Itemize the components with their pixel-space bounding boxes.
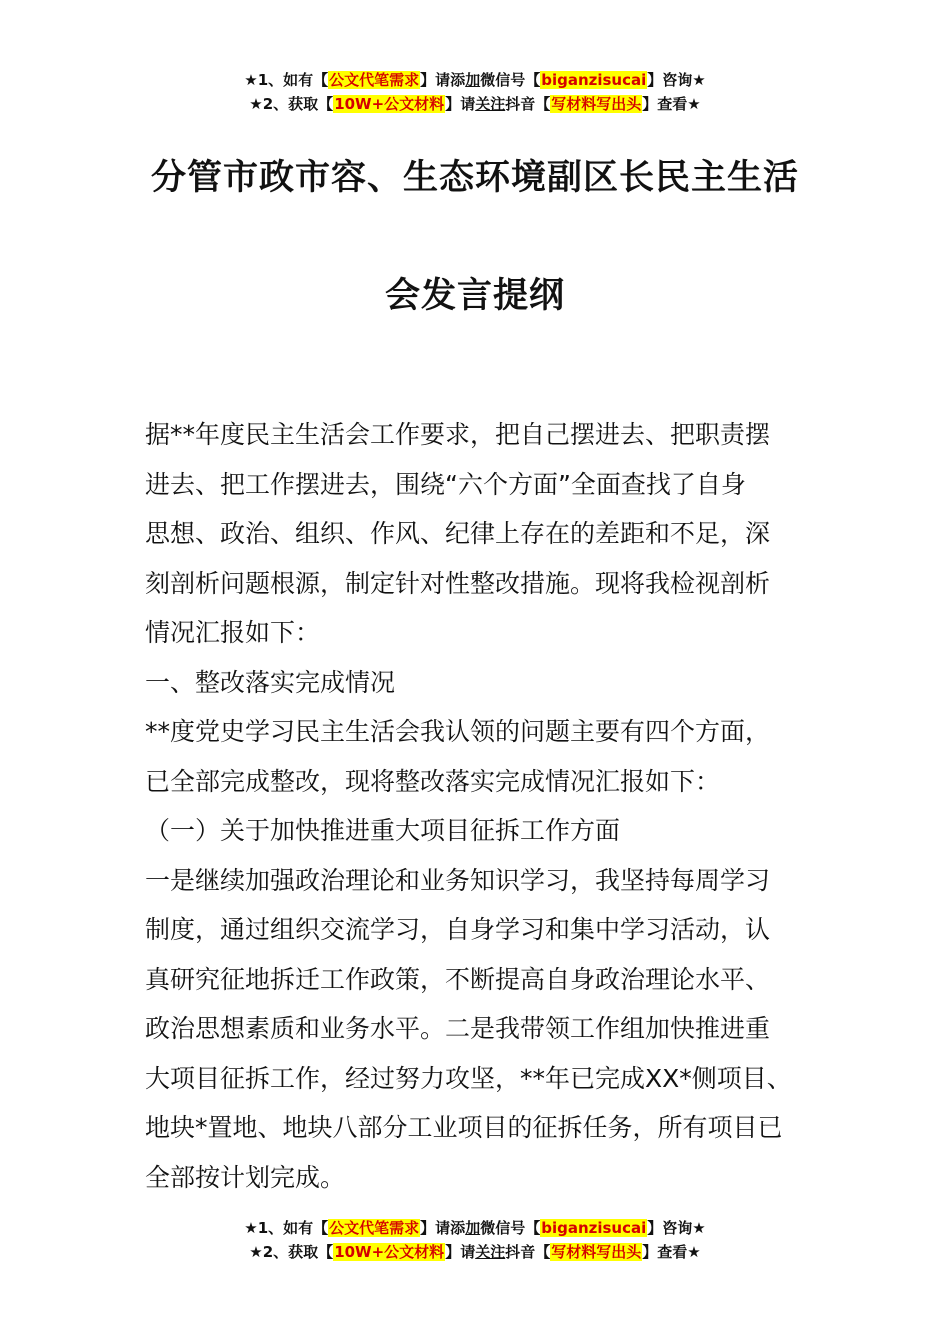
banner-highlight: 公文代笔需求 (329, 71, 420, 89)
body-line: **度党史学习民主生活会我认领的问题主要有四个方面， (145, 717, 771, 746)
document-body (145, 410, 810, 1202)
body-line: 大项目征拆工作，经过努力攻坚，**年已完成XX*侧项目、 (145, 1063, 792, 1093)
banner-line-2 (0, 92, 950, 116)
banner-line-1 (0, 1216, 950, 1240)
banner-text: 】请 (445, 95, 476, 113)
document-title-line-2: 会发言提纲 (384, 276, 565, 316)
banner-highlight: 10W+公文材料 (334, 1243, 445, 1261)
banner-text: 】请添 (420, 1219, 466, 1237)
footer-banner (0, 1216, 950, 1264)
body-line: 真研究征地拆迁工作政策，不断提高自身政治理论水平、 (145, 964, 771, 994)
body-line: 制度，通过组织交流学习，自身学习和集中学习活动，认 (145, 915, 771, 944)
body-line: 情况汇报如下： (145, 618, 321, 647)
banner-underline-text: 关注 (475, 95, 506, 113)
banner-highlight-douyin: 写材料写出头 (551, 95, 642, 113)
body-line: 刻剖析问题根源，制定针对性整改措施。现将我检视剖析 (145, 568, 771, 598)
body-line: 进去、把工作摆进去，围绕“六个方面”全面查找了自身 (145, 469, 746, 499)
banner-text: 微信号【 (480, 1219, 541, 1237)
banner-text: 】查看★ (642, 1243, 701, 1261)
banner-text: ★2、获取【 (249, 1243, 334, 1261)
document-title-line-1: 分管市政市容、生态环境副区长民主生活 (150, 158, 799, 198)
banner-line-2 (0, 1240, 950, 1264)
banner-highlight-wechat: biganzisucai (541, 1219, 647, 1237)
banner-highlight: 10W+公文材料 (334, 95, 445, 113)
body-line: 一是继续加强政治理论和业务知识学习，我坚持每周学习 (145, 865, 771, 895)
banner-line-1 (0, 68, 950, 92)
banner-underline-text: 关注 (475, 1243, 506, 1261)
banner-text: 】咨询★ (647, 1219, 706, 1237)
banner-text: 】咨询★ (647, 71, 706, 89)
banner-text: 】请添 (420, 71, 466, 89)
banner-text: 抖音【 (505, 95, 551, 113)
subsection-heading: （一）关于加快推进重大项目征拆工作方面 (145, 816, 621, 845)
section-heading: 一、整改落实完成情况 (145, 667, 396, 697)
body-line: 据**年度民主生活会工作要求，把自己摆进去、把职责摆 (145, 420, 771, 449)
body-line: 全部按计划完成。 (145, 1162, 346, 1192)
banner-text: ★1、如有【 (244, 1219, 329, 1237)
banner-underline-text: 加 (465, 71, 481, 89)
banner-highlight: 公文代笔需求 (329, 1219, 420, 1237)
banner-underline-text: 加 (465, 1219, 481, 1237)
banner-text: 抖音【 (505, 1243, 551, 1261)
banner-highlight-wechat: biganzisucai (541, 71, 647, 89)
body-line: 地块*置地、地块八部分工业项目的征拆任务，所有项目已 (145, 1113, 783, 1142)
body-line: 政治思想素质和业务水平。二是我带领工作组加快推进重 (145, 1014, 771, 1043)
body-line: 已全部完成整改，现将整改落实完成情况汇报如下： (145, 766, 721, 796)
body-line: 思想、政治、组织、作风、纪律上存在的差距和不足，深 (145, 519, 771, 548)
banner-highlight-douyin: 写材料写出头 (551, 1243, 642, 1261)
header-banner (0, 68, 950, 116)
banner-text: ★2、获取【 (249, 95, 334, 113)
banner-text: 】请 (445, 1243, 476, 1261)
banner-text: ★1、如有【 (244, 71, 329, 89)
banner-text: 】查看★ (642, 95, 701, 113)
banner-text: 微信号【 (480, 71, 541, 89)
